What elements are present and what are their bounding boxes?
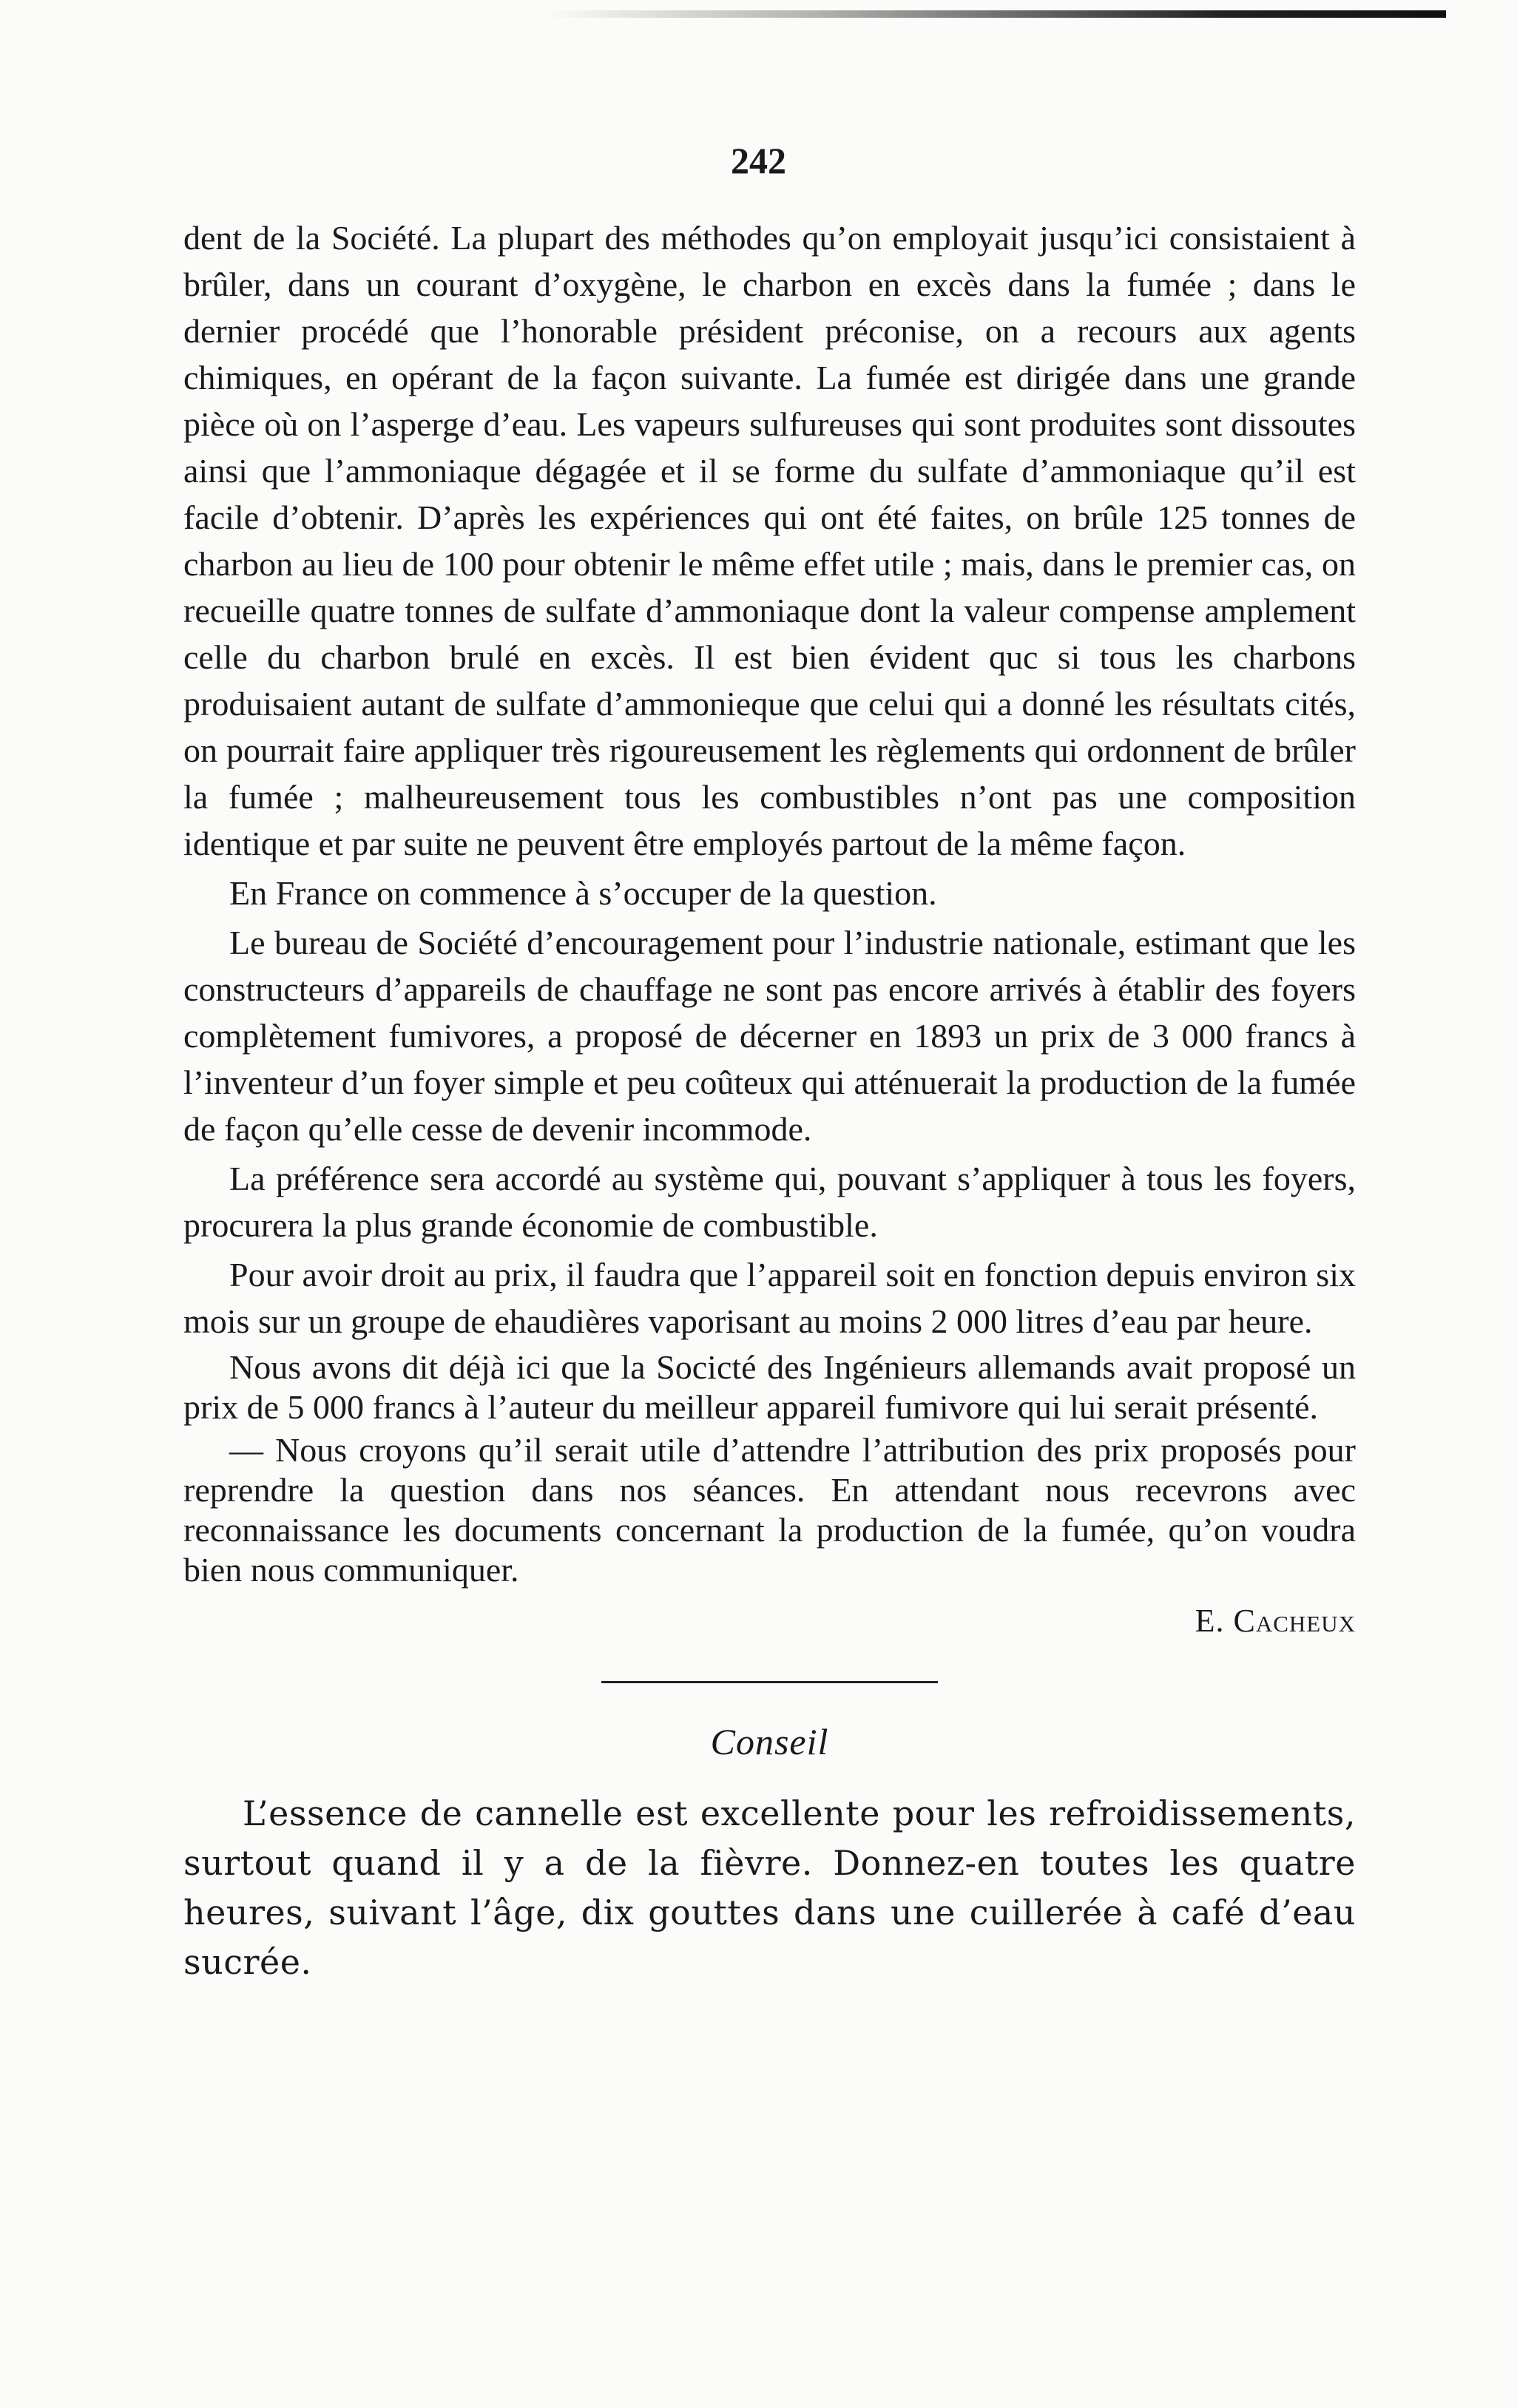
paragraph-7: — Nous croyons qu’il serait utile d’attendre l’attribution des prix proposés pour reprendre la question dans nos séances. En attendant nous recevrons avec reconnaissance les documents concernant la production de la fumée, qu’on voudra bien nous communiquer. [183,1431,1356,1589]
paragraph-6: Nous avons dit déjà ici que la Socicté des Ingénieurs allemands avait proposé un prix de 5 000 francs à l’auteur du meilleur appareil fumivore qui lui serait présenté. [183,1348,1356,1426]
paragraph-1: dent de la Société. La plupart des méthodes qu’on employait jusqu’ici consistaient à brûler, dans un courant d’oxygène, le charbon en excès dans la fumée ; dans le dernier procédé que l’honorable président préconise, on a recours aux agents chimiques, en opérant de la façon suivante. La fumée est dirigée dans une grande pièce où on l’asperge d’eau. Les vapeurs sulfureuses qui sont produites sont dissoutes ainsi que l’ammoniaque dégagée et il se forme du sulfate d’ammoniaque qu’il est facile d’obtenir. D’après les expériences qui ont été faites, on brûle 125 tonnes de charbon au lieu de 100 pour obtenir le même effet utile ; mais, dans le premier cas, on recueille quatre tonnes de sulfate d’ammoniaque dont la valeur compense amplement celle du charbon brulé en excès. Il est bien évident quc si tous les charbons produisaient autant de sulfate d’ammonieque que celui qui a donné les résultats cités, on pourrait faire appliquer très rigoureusement les règlements qui ordonnent de brûler la fumée ; malheureusement tous les combustibles n’ont pas une composition identique et par suite ne peuvent être employés partout de la même façon. [183,219,1356,862]
paragraph-2: En France on commence à s’occuper de la question. [229,874,937,912]
section-text: L’essence de cannelle est excellente pour les refroidissements, surtout quand il y a de la fièvre. Donnez-en toutes les quatre heures, suivant l’âge, dix gouttes dans une cuillerée à café d’eau sucrée. [183,1793,1356,1982]
author-name: Cacheux [1233,1603,1356,1639]
scan-edge-rule [547,10,1446,18]
paragraph-3: Le bureau de Société d’encouragement pour l’industrie nationale, estimant que les constructeurs d’appareils de chauffage ne sont pas encore arrivés à établir des foyers complètement fumivores, a proposé de décerner en 1893 un prix de 3 000 francs à l’inventeur d’un foyer simple et peu coûteux qui atténuerait la production de la fumée de façon qu’elle cesse de devenir incommode. [183,924,1356,1148]
section-divider [601,1681,938,1683]
author-initial: E. [1195,1603,1225,1639]
article-body [183,214,1356,1990]
section-title: Conseil [710,1721,829,1762]
paragraph-4: La préférence sera accordé au système qui, pouvant s’appliquer à tous les foyers, procurera la plus grande économie de combustible. [183,1160,1356,1244]
author-signature [183,1597,1356,1644]
page-number: 242 [731,140,786,181]
paragraph-5: Pour avoir droit au prix, il faudra que l’appareil soit en fonction depuis environ six mois sur un groupe de ehaudières vaporisant au moins 2 000 litres d’eau par heure. [183,1256,1356,1340]
